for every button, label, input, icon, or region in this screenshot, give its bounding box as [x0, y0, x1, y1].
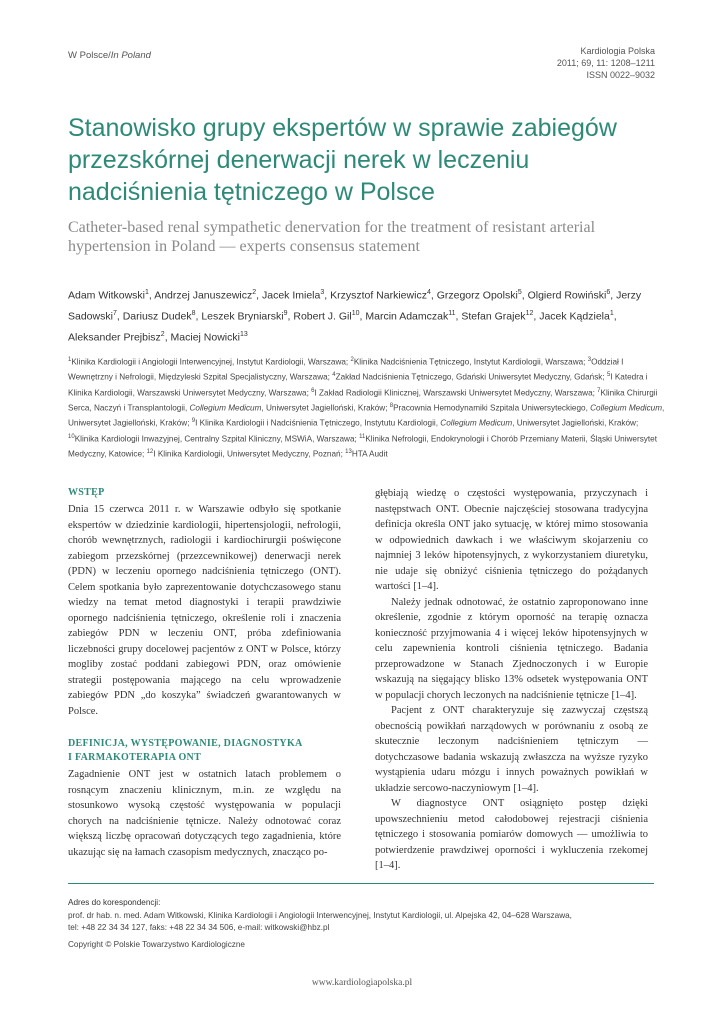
- affiliation-number: 1: [68, 357, 72, 363]
- author-affiliation-number: 2: [160, 331, 165, 338]
- affiliation-number: 11: [359, 433, 366, 440]
- divider-rule: [68, 883, 654, 884]
- affiliation-number: 5: [606, 372, 611, 379]
- author-affiliation-number: 1: [609, 310, 614, 317]
- affiliation-number: 2: [350, 357, 354, 363]
- affiliation-text: I Katedra i Klinika Kardiologii, Warszawski Uniwersytet Medyczny, Warszawa;: [68, 373, 648, 398]
- affiliation-text: Klinika Nadciśnienia Tętniczego, Instytut Kardiologii, Warszawa;: [353, 357, 588, 367]
- affiliation-number: 6: [311, 387, 315, 394]
- affiliations: [68, 354, 668, 461]
- right-paragraph-4: W diagnostyce ONT osiągnięto postęp dzięki upowszechnieniu metod całodobowej rejestracji ciśnienia tętniczego i stosowania pomiarów domowych — umożliwia to potwierdzenie prawdziwej oporności i wykluczenia rzekomej [1–4].: [375, 798, 648, 871]
- correspondence-contact: tel: +48 22 34 34 127, faks: +48 22 34 34 506, e-mail: witkowski@hbz.pl: [68, 923, 330, 933]
- section-tag: [68, 50, 151, 61]
- author-affiliation-number: 1: [145, 289, 149, 296]
- correspondence-label: Adres do korespondencji:: [68, 898, 161, 907]
- author-affiliation-number: 8: [191, 310, 196, 317]
- author-name: Andrzej Januszewicz: [154, 289, 253, 302]
- section2-heading-line1: DEFINICJA, WYSTĘPOWANIE, DIAGNOSTYKA: [68, 738, 303, 749]
- affiliation-number: 10: [68, 433, 75, 440]
- affiliation-text: Klinika Nefrologii, Endokrynologii i Chorób Przemiany Materii, Śląski Uniwersytet Medyczny, Katowice;: [68, 434, 657, 459]
- author-name: Adam Witkowski: [68, 289, 146, 302]
- journal-issue: 2011; 69, 11: 1208–1211: [556, 58, 655, 68]
- affiliation-text: I Zakład Radiologii Klinicznej, Warszawski Uniwersytet Medyczny, Warszawa;: [314, 388, 598, 398]
- author-name: Jacek Kądziela: [539, 310, 610, 323]
- affiliation-number: 13: [345, 448, 352, 455]
- journal-name: Kardiologia Polska: [580, 46, 655, 56]
- author-affiliation-number: 7: [112, 310, 117, 317]
- author-name: Leszek Bryniarski: [201, 310, 284, 323]
- section-label: W Polsce/: [68, 50, 111, 61]
- affiliation-italic: Collegium Medicum: [440, 419, 513, 429]
- correspondence: [68, 897, 668, 951]
- affiliation-number: 7: [597, 387, 601, 394]
- author-name: Olgierd Rowiński: [527, 289, 607, 302]
- affiliation-text: Klinika Kardiologii Inwazyjnej, Centralny Szpital Kliniczny, MSWiA, Warszawa;: [74, 434, 360, 444]
- author-name: Jerzy Sadowski: [68, 289, 642, 323]
- author-affiliation-number: 5: [517, 289, 522, 296]
- affiliation-text: I Klinika Kardiologii i Nadciśnienia Tętniczego, Instytutu Kardiologii,: [195, 419, 441, 429]
- section2-heading: [68, 737, 341, 765]
- affiliation-text: Klinika Chirurgii Serca, Naczyń i Transplantologii,: [68, 388, 658, 413]
- author-name: Aleksander Prejbisz: [68, 331, 161, 344]
- affiliation-italic: Collegium Medicum: [590, 403, 663, 413]
- right-paragraph-2: Należy jednak odnotować, że ostatnio zaproponowano inne określenie, zgodnie z którym oporność na terapię oznacza konieczność przyjmowania 4 i więcej leków hipotensyjnych w celu zapewnienia kontroli ciśnienia tętniczego. Badania przeprowadzone w Stanach Zjednoczonych i w Europie wskazują na sięgający blisko 13% odsetek występowania ONT w populacji chorych leczonych na nadciśnienie tętnicze [1–4].: [375, 596, 648, 701]
- author-name: Krzysztof Narkiewicz: [330, 289, 427, 302]
- affiliation-text: Oddział I Wewnętrzny i Nefrologii, Międzyleski Szpital Specjalistyczny, Warszawa;: [68, 357, 624, 383]
- affiliation-number: 4: [332, 372, 336, 379]
- author-name: Grzegorz Opolski: [436, 289, 518, 302]
- right-paragraph-1: głębiają wiedzę o częstości występowania, przyczynach i następstwach ONT. Obecnie najczęściej stosowana tradycyjna definicja określa ONT jako sytuację, w której mimo stosowania w odpowiednich dawkach i we właściwym skojarzeniu co najmniej 3 leków hipotensyjnych, z wykorzystaniem diuretyku, nie udaje się obniżyć ciśnienia tętniczego do pożądanych wartości [1–4].: [375, 488, 648, 592]
- author-name: Robert J. Gil: [293, 310, 352, 323]
- author-affiliation-number: 13: [239, 331, 248, 338]
- section2-paragraph: Zagadnienie ONT jest w ostatnich latach problemem o rosnącym znaczeniu klinicznym, m.in. ze względu na stosunkowo wysoką częstość występowania w populacji chorych na nadciśnienie tętnicze. Należy odnotować coraz większą liczbę opracowań dotyczących tego zagadnienia, które ukazując się na łamach czasopism medycznych, znacząco po-: [68, 769, 341, 858]
- author-name: Stefan Grajek: [461, 310, 526, 323]
- right-paragraph-3: Pacjent z ONT charakteryzuje się zazwyczaj częstszą obecnością powikłań narządowych w porównaniu z osobą ze skutecznie leczonym nadciśnieniem tętniczym — dotychczasowe badania wskazują zwłaszcza na wyższe ryzyko wystąpienia udaru mózgu i innych poważnych powikłań w układzie sercowo-naczyniowym [1–4].: [375, 705, 648, 794]
- author-affiliation-number: 9: [283, 310, 288, 317]
- author-affiliation-number: 10: [351, 310, 360, 317]
- left-column: [68, 486, 341, 860]
- author-name: Jacek Imiela: [261, 289, 321, 302]
- author-affiliation-number: 6: [606, 289, 611, 296]
- author-name: Maciej Nowicki: [170, 331, 240, 344]
- section2-heading-line2: I FARMAKOTERAPIA ONT: [68, 752, 202, 763]
- intro-paragraph: Dnia 15 czerwca 2011 r. w Warszawie odbyło się spotkanie ekspertów w dziedzinie kardiologii, hipertensjologii, nefrologii, chorób wewnętrznych, radiologii i kardiochirurgii poświęcone zabiegom przezskórnej (przezcewnikowej) denerwacji nerek (PDN) w leczeniu opornego nadciśnienia tętniczego (ONT). Celem spotkania było zaprezentowanie dotychczasowego stanu wiedzy na temat metod diagnostyki i terapii prawdziwie opornego nadciśnienia tętniczego, określenie roli i znaczenia zabiegów PDN w leczeniu ONT, próba zdefiniowania liczebności grupy docelowej pacjentów z ONT w Polsce, którzy mogliby zostać poddani zabiegowi PDN, oraz omówienie strategii postępowania mającego na celu wprowadzenie zabiegów PDN „do koszyka” świadczeń gwarantowanych w Polsce.: [68, 504, 341, 717]
- affiliation-text: Klinika Kardiologii i Angiologii Interwencyjnej, Instytut Kardiologii, Warszawa;: [71, 357, 351, 367]
- affiliation-text-after: , Uniwersytet Jagielloński, Kraków;: [68, 403, 665, 429]
- author-name: Dariusz Dudek: [122, 310, 192, 323]
- affiliation-number: 8: [389, 402, 394, 409]
- correspondence-address: prof. dr hab. n. med. Adam Witkowski, Klinika Kardiologii i Angiologii Interwencyjnej, Instytut Kardiologii, ul. Alpejska 42, 04–628 Warszawa,: [68, 910, 572, 920]
- author-list: Adam Witkowski$^1$, Andrzej Januszewicz$^2$, Jacek Imiela$^3$, Krzysztof Narkiewicz$^4$, Grzegorz Opolski$^5$, Olgierd Rowiński$^6$, Jerzy Sadowski$^7$, Dariusz Dudek$^8$, Leszek Bryniarski$^9$, Robert J. Gil$^{10}$, Marcin Adamczak$^{11}$, Stefan Grajek$^{12}$, Jacek Kądziela$^1$, Aleksander Prejbisz$^2$, Maciej Nowicki$^{13}$: [68, 289, 642, 344]
- journal-issn: ISSN 0022–9032: [586, 70, 655, 80]
- affiliation-number: 9: [191, 418, 196, 425]
- author-affiliation-number: 11: [448, 310, 456, 317]
- affiliation-text: HTA Audit: [351, 449, 388, 459]
- author-affiliation-number: 4: [426, 289, 431, 296]
- article-title: Stanowisko grupy ekspertów w sprawie zabiegów przezskórnej denerwacji nerek w leczeniu nadciśnienia tętniczego w Polsce: [68, 114, 617, 206]
- footer-url[interactable]: www.kardiologiapolska.pl: [311, 978, 413, 988]
- author-name: Marcin Adamczak: [365, 310, 449, 323]
- article-subtitle: Catheter-based renal sympathetic denervation for the treatment of resistant arterial hypertension in Poland — experts consensus statement: [68, 219, 596, 255]
- author-affiliation-number: 3: [320, 289, 325, 296]
- affiliation-number: 12: [146, 448, 154, 455]
- author-affiliation-number: 12: [525, 310, 534, 317]
- affiliation-number: 3: [587, 357, 592, 363]
- section-label-italic: In Poland: [110, 50, 151, 61]
- affiliation-text-after: , Uniwersytet Jagielloński, Kraków;: [261, 403, 390, 413]
- copyright: Copyright © Polskie Towarzystwo Kardiologiczne: [68, 939, 245, 949]
- journal-info: [557, 45, 655, 81]
- affiliation-italic: Collegium Medicum: [189, 403, 262, 413]
- author-affiliation-number: 2: [252, 289, 257, 296]
- affiliation-text: Pracownia Hemodynamiki Szpitala Uniwersyteckiego,: [393, 403, 591, 413]
- affiliation-text: Zakład Nadciśnienia Tętniczego, Gdański Uniwersytet Medyczny, Gdańsk;: [335, 373, 607, 383]
- intro-heading: WSTĘP: [68, 487, 105, 498]
- right-column: [375, 486, 648, 874]
- affiliation-text-after: , Uniwersytet Jagielloński, Kraków;: [512, 419, 639, 429]
- affiliation-text: I Klinika Kardiologii, Uniwersytet Medyczny, Poznań;: [153, 449, 346, 459]
